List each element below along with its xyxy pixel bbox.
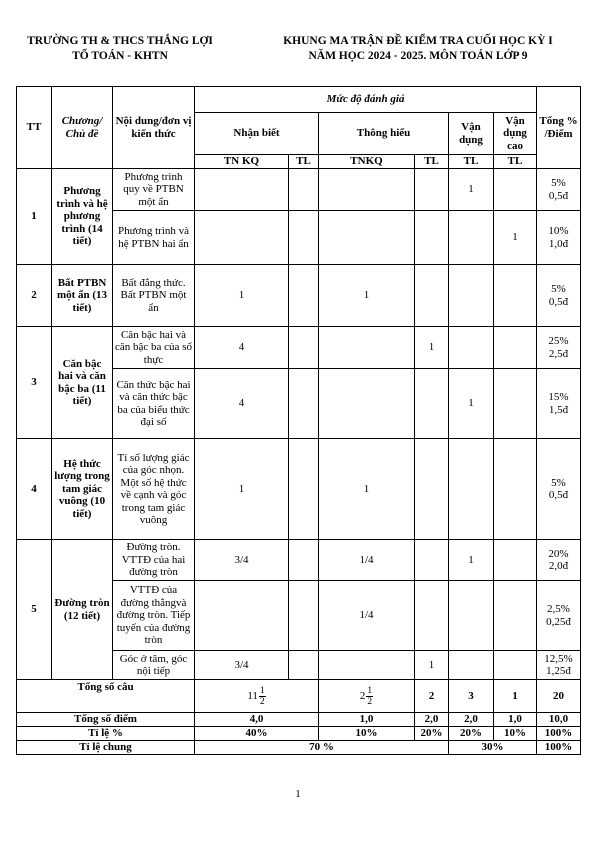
cell-vd: 1 [449, 169, 494, 211]
matrix-table [16, 86, 581, 755]
page-number: 1 [295, 788, 301, 800]
row-content: Tỉ số lượng giác của góc nhọn. Một số hệ thức về cạnh và góc trong tam giác vuông [113, 439, 195, 540]
cell-vdc [494, 265, 537, 327]
cell-th-tl [415, 211, 449, 265]
table-row [17, 169, 581, 211]
sub-tl-2: TL [415, 155, 449, 169]
school-header [14, 34, 226, 64]
overall-ratio-left: 70 % [195, 741, 449, 755]
cell-nb-tl [289, 369, 319, 439]
total-p-th-tl: 2,0 [415, 713, 449, 727]
table-row [17, 439, 581, 540]
cell-vd [449, 211, 494, 265]
cell-vd [449, 265, 494, 327]
cell-total [537, 265, 581, 327]
cell-total [537, 211, 581, 265]
cell-th-tn: 1/4 [319, 540, 415, 581]
row-chapter: Hệ thức lượng trong tam giác vuông (10 tiết) [52, 439, 113, 540]
q-nb-whole: 11 [247, 689, 258, 702]
cell-vdc: 1 [494, 211, 537, 265]
table-row [17, 265, 581, 327]
col-van-dung: Vận dụng [449, 113, 494, 155]
cell-th-tl [415, 540, 449, 581]
total-points: 0,5đ [548, 489, 569, 501]
total-q-vdc: 1 [494, 680, 537, 713]
total-percent: 2,5% [547, 603, 570, 615]
title-line-2: NĂM HỌC 2024 - 2025. MÔN TOÁN LỚP 9 [308, 50, 528, 62]
cell-th-tn [319, 327, 415, 369]
cell-vdc [494, 327, 537, 369]
total-points: 1,25đ [546, 665, 571, 677]
cell-total [537, 540, 581, 581]
cell-th-tl [415, 369, 449, 439]
row-content: Bất đẳng thức. Bất PTBN một ẩn [113, 265, 195, 327]
row-content: Phương trình và hệ PTBN hai ẩn [113, 211, 195, 265]
cell-nb-tl [289, 651, 319, 680]
cell-th-tl [415, 265, 449, 327]
cell-nb-tl [289, 265, 319, 327]
total-points: 1,5đ [548, 403, 569, 416]
row-content: Góc ở tâm, góc nội tiếp [113, 651, 195, 680]
ratio-row [17, 727, 581, 741]
cell-vdc [494, 169, 537, 211]
cell-nb-tn [195, 581, 289, 651]
cell-vd [449, 327, 494, 369]
total-points: 0,5đ [548, 295, 569, 308]
total-q-th [319, 680, 415, 713]
q-th-denominator: 2 [367, 696, 373, 707]
total-percent: 5% [551, 476, 566, 489]
department-name: TỔ TOÁN - KHTN [72, 50, 168, 62]
total-q-all: 20 [537, 680, 581, 713]
cell-nb-tn: 3/4 [195, 651, 289, 680]
cell-nb-tn: 1 [195, 439, 289, 540]
cell-vd: 1 [449, 369, 494, 439]
cell-th-tn: 1/4 [319, 581, 415, 651]
total-percent: 5% [551, 283, 566, 295]
total-points-label: Tổng số điểm [17, 713, 195, 727]
row-tt: 1 [17, 169, 52, 265]
row-chapter: Đường tròn (12 tiết) [52, 540, 113, 680]
q-th-numerator: 1 [367, 685, 373, 696]
total-points: 0,5đ [548, 189, 569, 202]
q-nb-denominator: 2 [259, 696, 265, 707]
total-points: 1,0đ [548, 237, 569, 250]
total-q-vd: 3 [449, 680, 494, 713]
total-q-nb [195, 680, 319, 713]
col-thong-hieu: Thông hiểu [319, 113, 449, 155]
cell-vd: 1 [449, 540, 494, 581]
row-content: Căn thức bậc hai và căn thức bậc ba của biểu thức đại số [113, 369, 195, 439]
row-content: Căn bậc hai và căn bậc ba của số thực [113, 327, 195, 369]
cell-th-tl [415, 169, 449, 211]
total-percent: 12,5% [544, 652, 573, 665]
cell-nb-tn: 4 [195, 369, 289, 439]
cell-th-tn [319, 651, 415, 680]
cell-nb-tl [289, 211, 319, 265]
row-chapter: Căn bậc hai và căn bậc ba (11 tiết) [52, 327, 113, 439]
row-chapter: Phương trình và hệ phương trình (14 tiết) [52, 169, 113, 265]
cell-th-tn: 1 [319, 265, 415, 327]
cell-vd [449, 439, 494, 540]
cell-vdc [494, 651, 537, 680]
cell-vd [449, 581, 494, 651]
cell-total [537, 439, 581, 540]
cell-th-tn: 1 [319, 439, 415, 540]
total-percent: 20% [548, 547, 569, 560]
col-total: Tổng % /Điểm [537, 87, 581, 169]
cell-nb-tn [195, 169, 289, 211]
total-p-vd: 2,0 [449, 713, 494, 727]
cell-total [537, 369, 581, 439]
cell-nb-tl [289, 540, 319, 581]
cell-vdc [494, 439, 537, 540]
ratio-nb: 40% [195, 727, 319, 741]
cell-th-tl [415, 581, 449, 651]
row-tt: 2 [17, 265, 52, 327]
total-questions-label: Tổng số câu [17, 680, 195, 713]
title-line-1: KHUNG MA TRẬN ĐỀ KIỂM TRA CUỐI HỌC KỲ I [283, 35, 553, 47]
total-percent: 5% [551, 177, 566, 189]
total-p-nb: 4,0 [195, 713, 319, 727]
cell-nb-tl [289, 169, 319, 211]
total-p-vdc: 1,0 [494, 713, 537, 727]
cell-total [537, 327, 581, 369]
cell-th-tl: 1 [415, 651, 449, 680]
col-chapter: Chương/ Chủ đề [52, 87, 113, 169]
overall-ratio-label: Tỉ lệ chung [17, 741, 195, 755]
total-points: 2,5đ [548, 347, 569, 360]
total-percent: 15% [548, 391, 569, 403]
cell-th-tl: 1 [415, 327, 449, 369]
total-points-row [17, 713, 581, 727]
cell-total [537, 169, 581, 211]
row-chapter: Bất PTBN một ẩn (13 tiết) [52, 265, 113, 327]
cell-nb-tn: 3/4 [195, 540, 289, 581]
row-content: VTTĐ của đường thẳngvà đường tròn. Tiếp tuyến của đường tròn [113, 581, 195, 651]
sub-tl-1: TL [289, 155, 319, 169]
cell-vd [449, 651, 494, 680]
col-tt: TT [17, 87, 52, 169]
cell-th-tn [319, 169, 415, 211]
ratio-th-tl: 20% [415, 727, 449, 741]
overall-ratio-right: 30% [449, 741, 537, 755]
col-nhan-biet: Nhận biết [195, 113, 319, 155]
ratio-all: 100% [537, 727, 581, 741]
col-content: Nội dung/đơn vị kiến thức [113, 87, 195, 169]
row-content: Đường tròn. VTTĐ của hai đường tròn [113, 540, 195, 581]
cell-nb-tn: 4 [195, 327, 289, 369]
ratio-th: 10% [319, 727, 415, 741]
col-van-dung-cao: Vận dụng cao [494, 113, 537, 155]
sub-tnkq-2: TNKQ [319, 155, 415, 169]
cell-nb-tn: 1 [195, 265, 289, 327]
sub-tl-4: TL [494, 155, 537, 169]
col-level: Mức độ đánh giá [195, 87, 537, 113]
total-points: 2,0đ [548, 560, 569, 572]
row-tt: 4 [17, 439, 52, 540]
ratio-vdc: 10% [494, 727, 537, 741]
ratio-label: Tỉ lệ % [17, 727, 195, 741]
cell-nb-tl [289, 327, 319, 369]
sub-tl-3: TL [449, 155, 494, 169]
table-row [17, 327, 581, 369]
sub-tnkq-1: TN KQ [195, 155, 289, 169]
overall-ratio-row [17, 741, 581, 755]
row-tt: 3 [17, 327, 52, 439]
cell-nb-tn [195, 211, 289, 265]
school-name: TRƯỜNG TH & THCS THẮNG LỢI [27, 35, 213, 47]
total-percent: 10% [548, 225, 569, 237]
row-tt: 5 [17, 540, 52, 680]
cell-nb-tl [289, 439, 319, 540]
total-percent: 25% [548, 335, 569, 347]
cell-vdc [494, 369, 537, 439]
overall-ratio-total: 100% [537, 741, 581, 755]
cell-total [537, 651, 581, 680]
total-p-th: 1,0 [319, 713, 415, 727]
cell-total [537, 581, 581, 651]
ratio-vd: 20% [449, 727, 494, 741]
total-p-all: 10,0 [537, 713, 581, 727]
q-th-whole: 2 [359, 689, 366, 702]
cell-th-tn [319, 369, 415, 439]
cell-th-tl [415, 439, 449, 540]
row-content: Phương trình quy về PTBN một ẩn [113, 169, 195, 211]
cell-vdc [494, 581, 537, 651]
total-points: 0,25đ [546, 615, 571, 628]
cell-th-tn [319, 211, 415, 265]
q-nb-numerator: 1 [259, 685, 265, 696]
document-title [248, 34, 588, 64]
table-row [17, 540, 581, 581]
cell-nb-tl [289, 581, 319, 651]
total-q-th-tl: 2 [415, 680, 449, 713]
cell-vdc [494, 540, 537, 581]
total-questions-row [17, 680, 581, 713]
